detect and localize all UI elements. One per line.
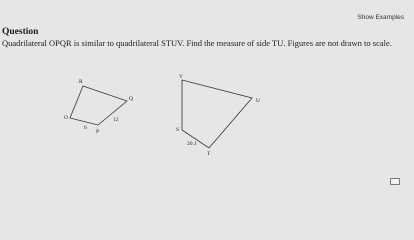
quadrilateral-stuv-shape [182,80,252,148]
side-op-label: 6 [84,125,87,131]
vertex-p-label: P [96,129,100,135]
vertex-q-label: Q [129,96,133,102]
quadrilateral-opqr [64,79,133,135]
vertex-t-label: T [207,151,211,157]
quadrilateral-stuv [176,74,260,157]
show-examples-button[interactable]: Show Examples [357,14,404,21]
side-pq-label: 12 [113,117,119,123]
side-st-label: 20.1 [187,141,197,147]
question-label: Question [2,27,39,37]
vertex-r-label: R [79,79,83,85]
vertex-u-label: U [256,98,260,104]
vertex-v-label: V [179,74,183,80]
question-prompt: Quadrilateral OPQR is similar to quadrilateral STUV. Find the measure of side TU. Figures are not drawn to scale. [2,38,392,48]
vertex-s-label: S [176,127,180,133]
keyboard-icon[interactable] [390,178,400,185]
vertex-o-label: O [64,115,68,121]
